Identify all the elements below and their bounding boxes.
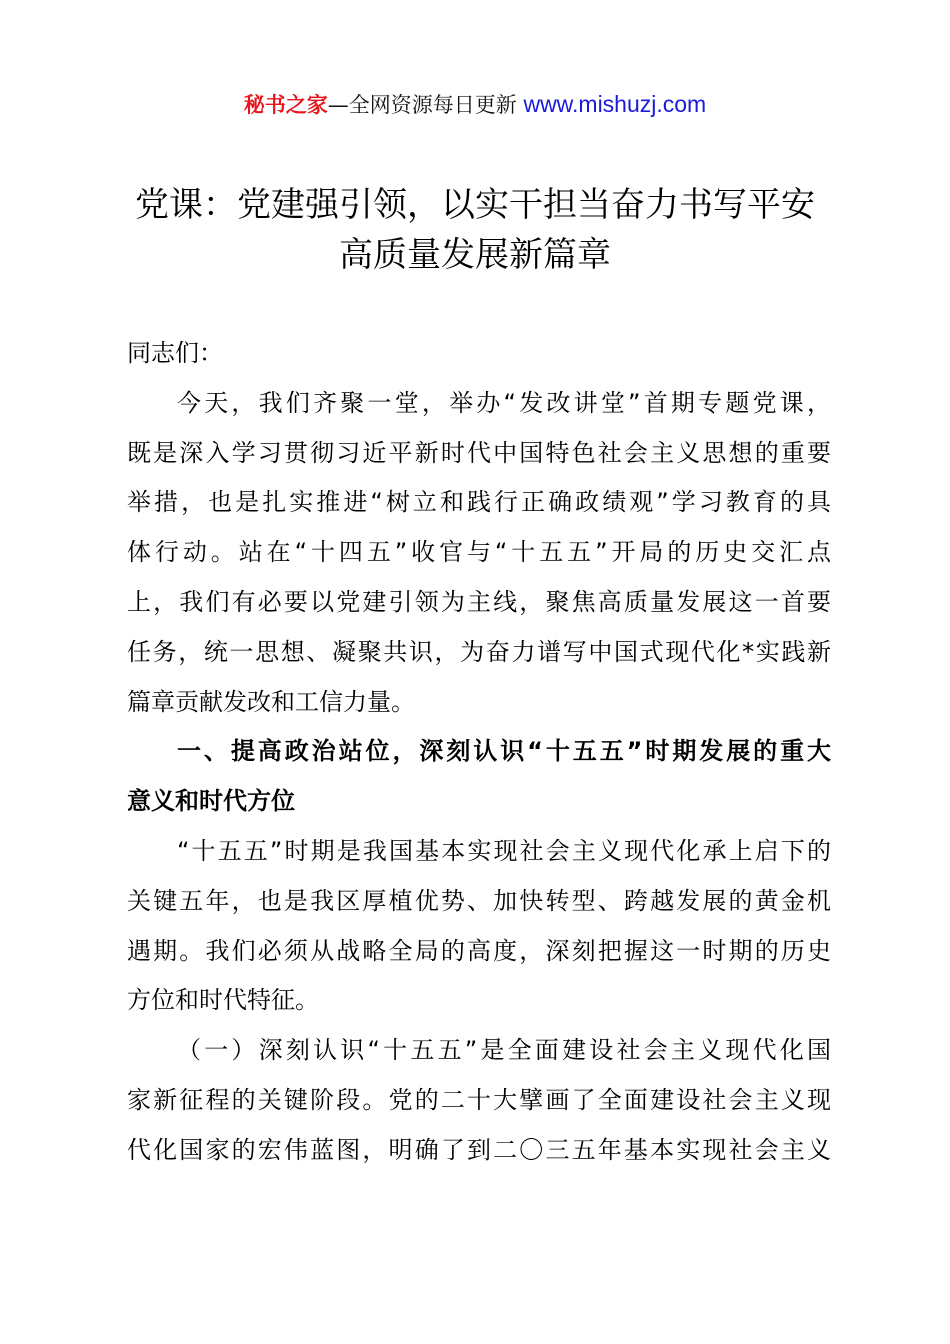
paragraph-line: 代化国家的宏伟蓝图，明确了到二〇三五年基本实现社会主义 [127,1135,831,1164]
paragraph-line: 任务，统一思想、凝聚共识，为奋力谱写中国式现代化*实践新 [127,637,831,666]
paragraph-line: 体行动。站在“十四五”收官与“十五五”开局的历史交汇点 [127,538,831,567]
section-heading: 一、提高政治站位，深刻认识“十五五”时期发展的重大 [177,737,831,766]
document-title [0,180,950,280]
site-header [0,88,950,121]
document-body [127,329,831,1176]
paragraph-line: 遇期。我们必须从战略全局的高度，深刻把握这一时期的历史 [127,936,831,965]
paragraph-line: （一）深刻认识“十五五”是全面建设社会主义现代化国 [177,1036,831,1065]
paragraph-line: “十五五”时期是我国基本实现社会主义现代化承上启下的 [177,836,831,865]
section-heading: 意义和时代方位 [127,787,295,816]
site-url-link[interactable]: www.mishuzj.com [523,91,707,117]
paragraph-line: 既是深入学习贯彻习近平新时代中国特色社会主义思想的重要 [127,438,831,467]
paragraph-line: 上，我们有必要以党建引领为主线，聚焦高质量发展这一首要 [127,587,831,616]
paragraph-line: 关键五年，也是我区厚植优势、加快转型、跨越发展的黄金机 [127,886,831,915]
paragraph-line: 方位和时代特征。 [127,986,319,1015]
site-brand: 秘书之家 [243,93,328,117]
paragraph-line: 举措，也是扎实推进“树立和践行正确政绩观”学习教育的具 [127,488,831,517]
paragraph-line: 篇章贡献发改和工信力量。 [127,687,415,716]
paragraph-line: 今天，我们齐聚一堂，举办“发改讲堂”首期专题党课， [177,388,831,417]
paragraph-line: 家新征程的关键阶段。党的二十大擘画了全面建设社会主义现 [127,1085,831,1114]
title-line: 高质量发展新篇章 [339,235,611,275]
site-slogan: —全网资源每日更新 [327,93,517,117]
salutation: 同志们： [127,339,223,367]
title-line: 党课：党建强引领，以实干担当奋力书写平安 [135,185,815,225]
